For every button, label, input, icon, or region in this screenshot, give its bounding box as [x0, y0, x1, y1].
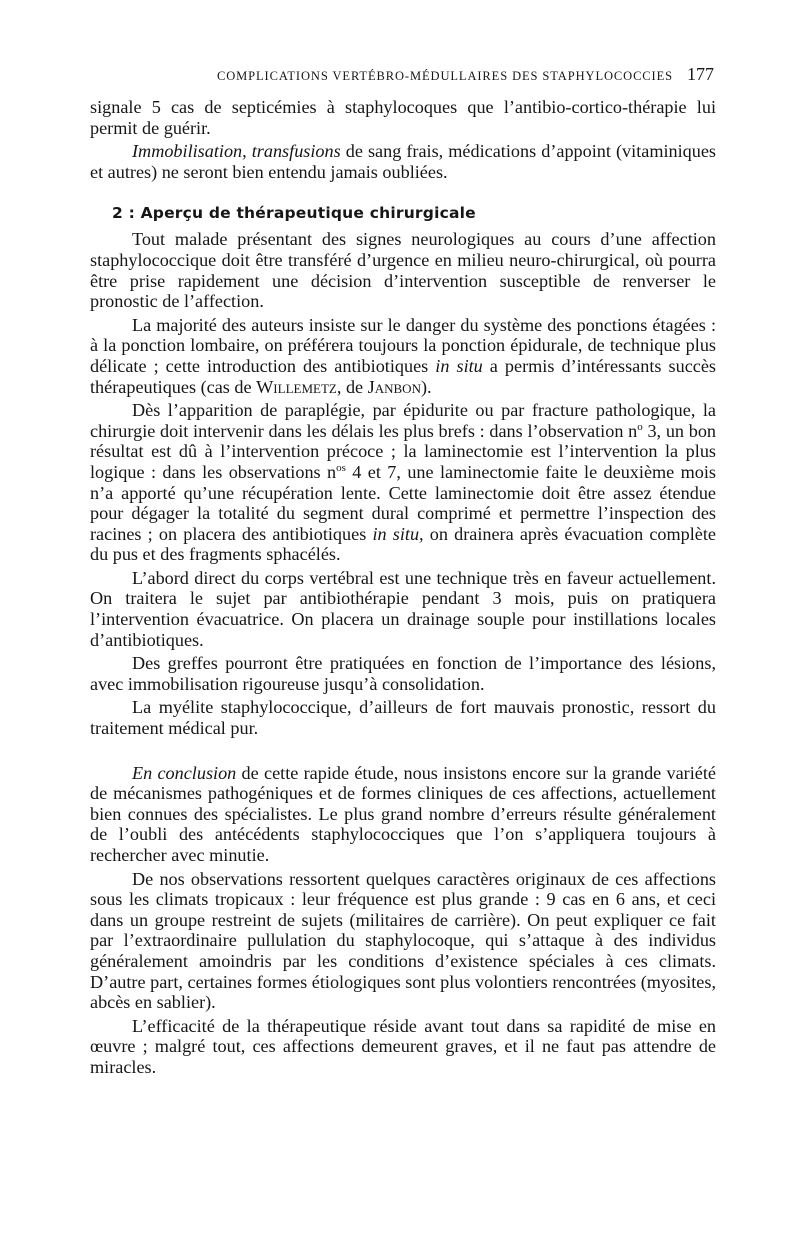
paragraph-6: L’abord direct du corps vertébral est une technique très en faveur actuellement. On traitera le sujet par antibiothérapie pendant 3 mois, puis on pratiquera l’intervention évacuatrice. On placera un drainage souple pour instillations locales d’antibiotiques.: [90, 567, 716, 650]
book-page: [90, 64, 716, 1078]
paragraph-4: La majorité des auteurs insiste sur le danger du système des ponctions étagées : à la ponction lombaire, on préférera toujours la ponction épidurale, de technique plus délicate ; cette introduction des antibiotiques in situ a permis d’intéressants succès thérapeutiques (cas de Willemetz, de Janbon).: [90, 314, 716, 397]
italic-phrase: in situ,: [372, 523, 424, 544]
paragraph-7: Des greffes pourront être pratiquées en fonction de l’importance des lésions, avec immobilisation rigoureuse jusqu’à consolidation.: [90, 653, 716, 694]
paragraph-2: Immobilisation, transfusions de sang frais, médications d’appoint (vitaminiques et autres) ne seront bien entendu jamais oubliées.: [90, 141, 717, 182]
italic-phrase: in situ: [435, 355, 483, 376]
italic-phrase: En conclusion: [132, 762, 237, 783]
section-heading: 2 : Aperçu de thérapeutique chirurgicale: [112, 204, 476, 223]
italic-phrase: Immobilisation, transfusions: [132, 141, 341, 162]
paragraph-10: De nos observations ressortent quelques caractères originaux de ces affections sous les climats tropicaux : leur fréquence est plus grande : 9 cas en 6 ans, et ceci dans un groupe restreint de sujets (militaires de carrière). On peut expliquer ce fait par l’extraordinaire pullulation du staphylocoque, qui s’attaque à des individus généralement amoindris par les conditions d’existence spéciales à ces climats. D’autre part, certaines formes étiologiques sont plus volontiers rencontrées (myosites, abcès en sablier).: [90, 868, 716, 1013]
page-number: 177: [687, 64, 714, 84]
running-head-title: COMPLICATIONS VERTÉBRO-MÉDULLAIRES DES STAPHYLOCOCCIES: [216, 69, 673, 83]
paragraph-8: La myélite staphylococcique, d’ailleurs de fort mauvais pronostic, ressort du traitement médical pur.: [90, 697, 716, 739]
paragraph-11: L’efficacité de la thérapeutique réside avant tout dans sa rapidité de mise en œuvre ; malgré tout, ces affections demeurent graves, et il ne faut pas attendre de miracles.: [90, 1015, 716, 1077]
paragraph-3: Tout malade présentant des signes neurologiques au cours d’une affection staphylococcique doit être transféré d’urgence en milieu neuro-chirurgical, où pourra être prise rapidement une décision d’intervention susceptible de renverser le pronostic de l’affection.: [90, 229, 716, 312]
paragraph-5: Dès l’apparition de paraplégie, par épidurite ou par fracture pathologique, la chirurgie doit intervenir dans les délais les plus brefs : dans l’observation $n^o$ 3, un bon résultat est dû à l’intervention précoce ; la laminectomie est l’intervention la plus logique : dans les observations $n^{os}$ 4 et 7, une laminectomie faite le deuxième mois n’a apporté qu’une récupération lente. Cette laminectomie doit être assez étendue pour dégager la totalité du segment dural comprimé et permettre l’inspection des racines ; on placera des antibiotiques in situ, on drainera après évacuation complète du pus et des fragments sphacélés.: [90, 400, 716, 565]
paragraph-1: signale 5 cas de septicémies à staphylocoques que l’antibio-cortico-thérapie lui permit de guérir.: [90, 97, 716, 138]
running-head: [90, 64, 714, 85]
author-name: Willemetz: [256, 376, 337, 397]
author-name: Janbon: [367, 376, 421, 397]
paragraph-9: En conclusion de cette rapide étude, nous insistons encore sur la grande variété de mécanismes pathogéniques et de formes cliniques de ces affections, actuellement bien connues des spécialistes. Le plus grand nombre d’erreurs résulte généralement de l’oubli des antécédents staphylococciques que l’on s’appliquera toujours à rechercher avec minutie.: [90, 762, 716, 865]
